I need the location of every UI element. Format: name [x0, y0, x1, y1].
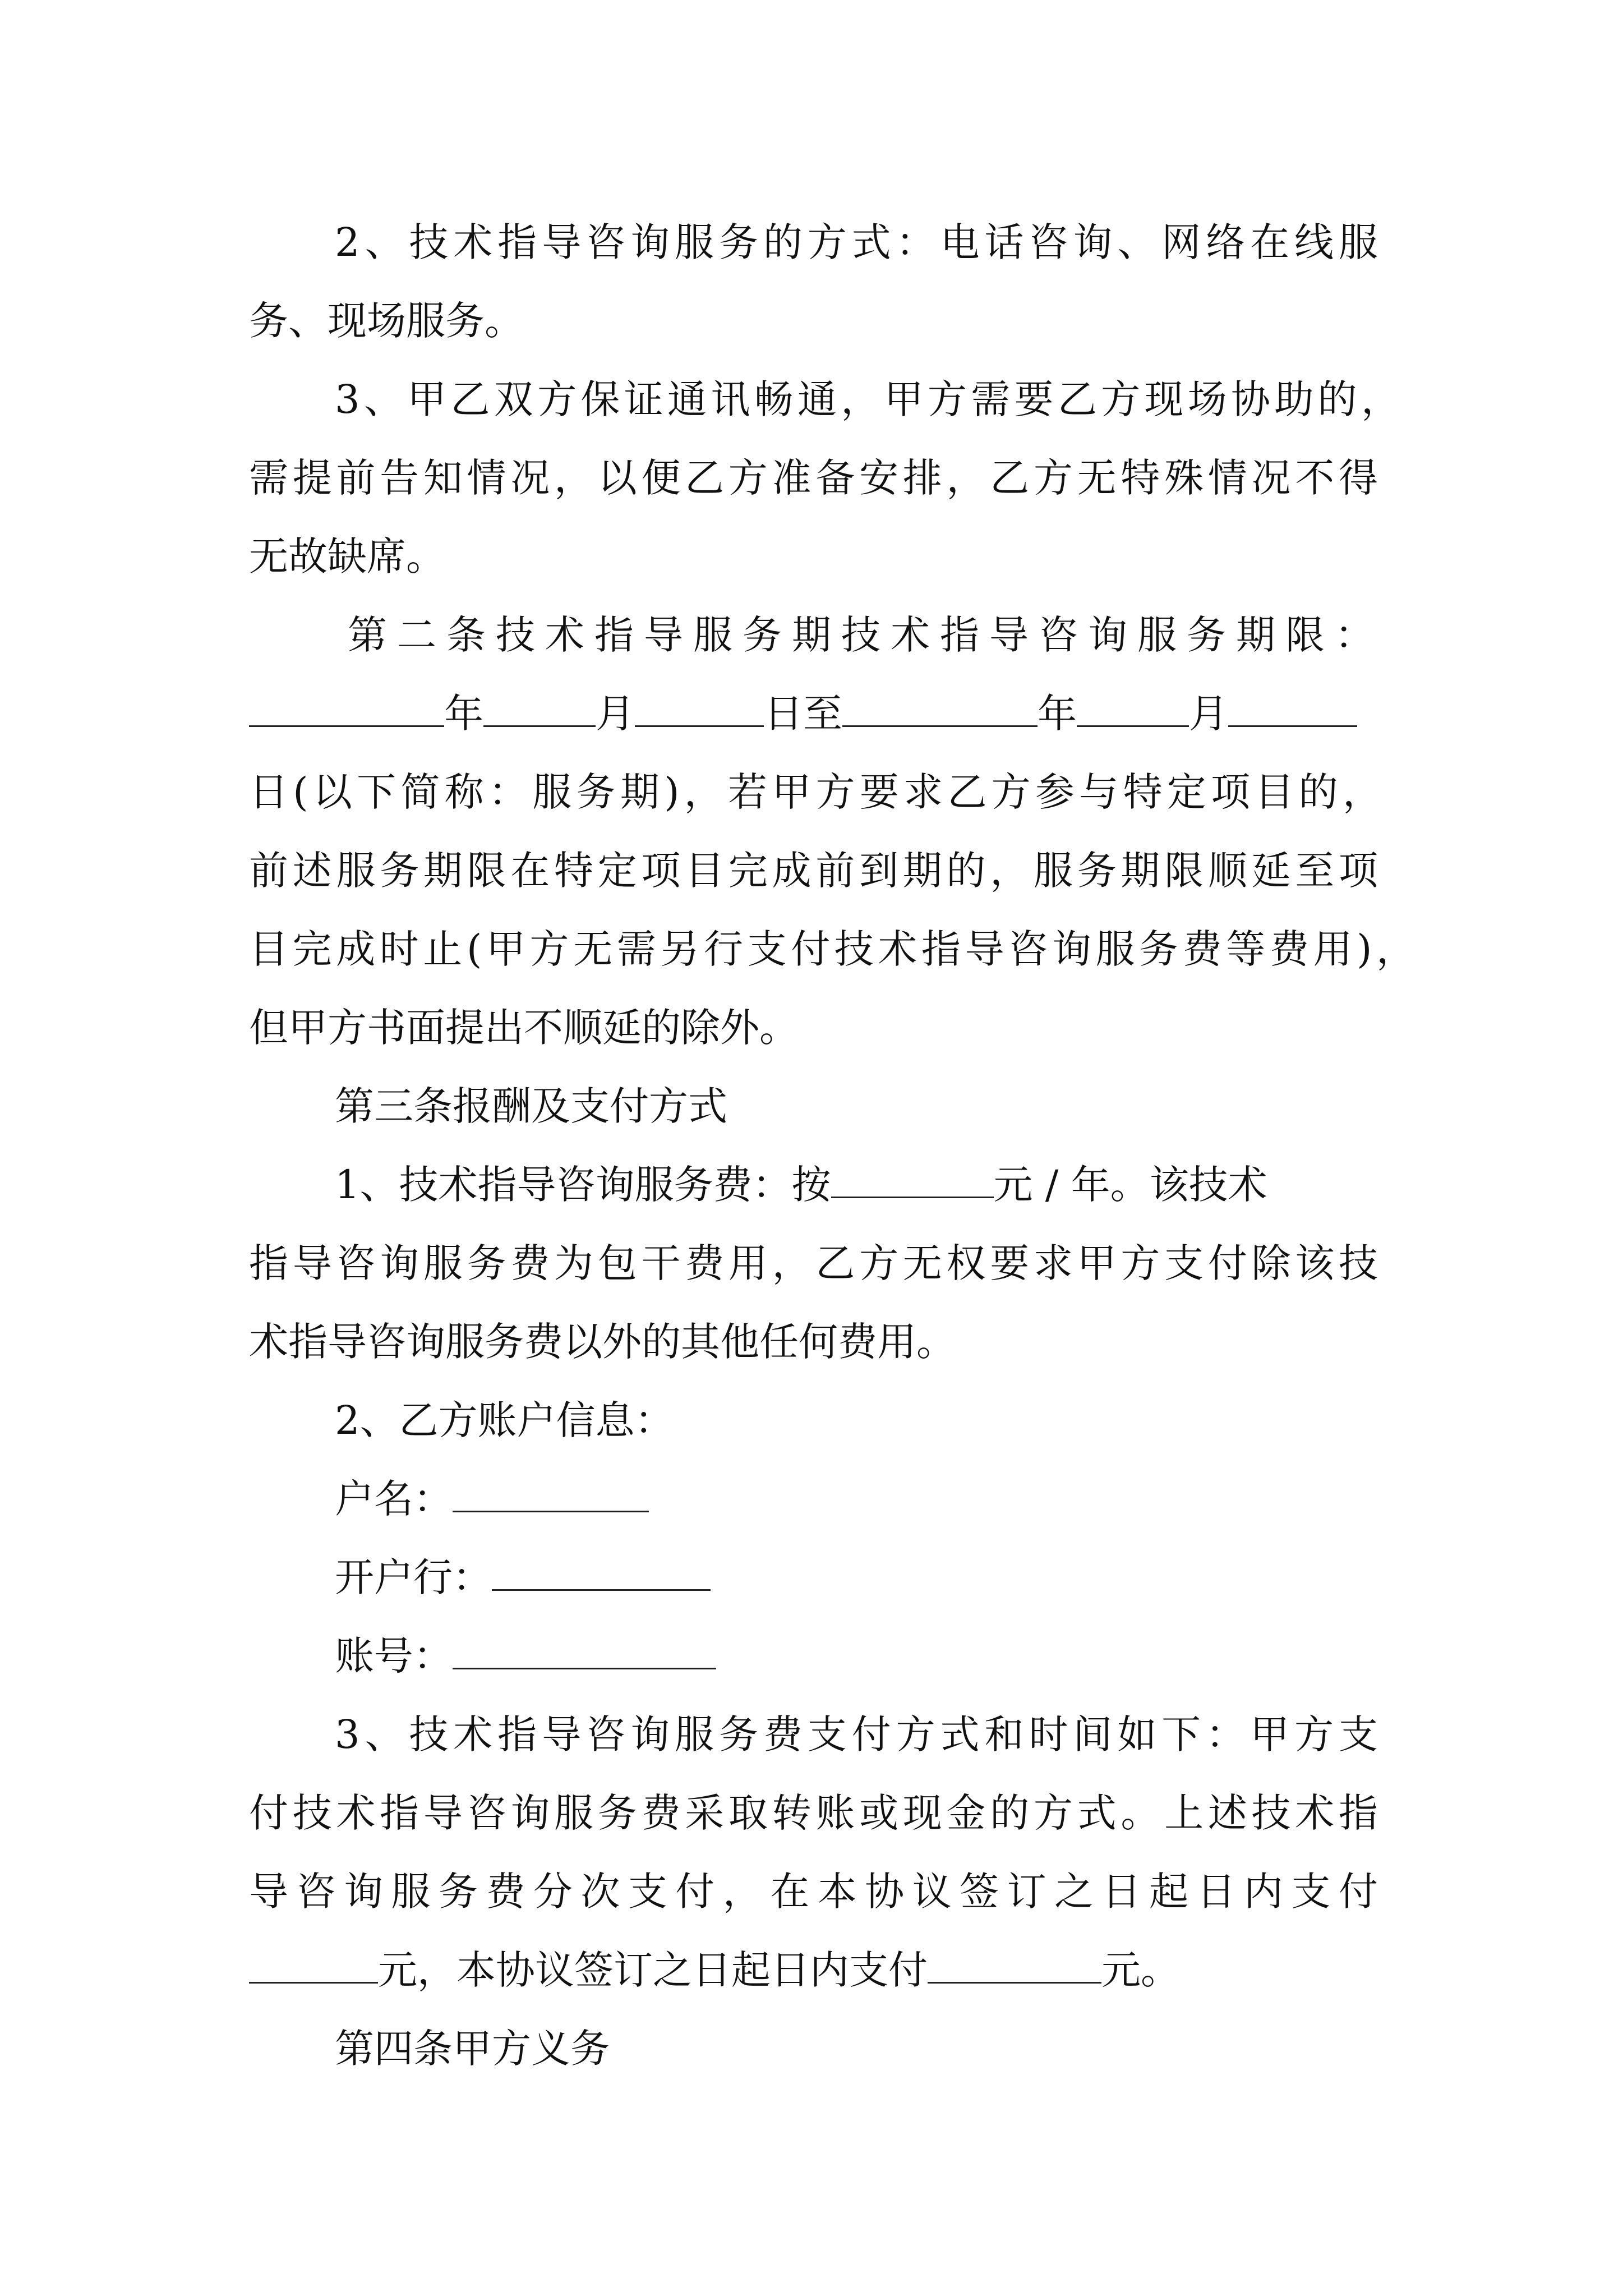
blank-field	[249, 1946, 378, 1984]
text-line: 但甲方书面提出不顺延的除外。	[249, 1005, 799, 1051]
text-line: 第三条报酬及支付方式	[335, 1083, 727, 1129]
text-line: 指导咨询服务费为包干费用，乙方无权要求甲方支付除该技	[249, 1240, 1378, 1286]
text-line: 2、乙方账户信息：	[335, 1397, 674, 1443]
text-line: 付技术指导咨询服务费采取转账或现金的方式。上述技术指	[249, 1790, 1378, 1836]
payment-amount-line	[249, 1943, 1180, 1997]
section-heading-line	[335, 2022, 610, 2076]
fee-line	[335, 1158, 1267, 1212]
account-number-line	[335, 1629, 716, 1683]
account-name-line	[335, 1472, 649, 1526]
blank-field	[483, 689, 596, 727]
paragraph-line	[249, 844, 1378, 898]
text-line: 目完成时止(甲方无需另行支付技术指导咨询服务费等费用)，	[249, 926, 1415, 972]
blank-field	[1077, 689, 1189, 727]
paragraph-line	[249, 1865, 1378, 1918]
section-heading-line	[335, 1079, 727, 1133]
paragraph-line	[249, 451, 1378, 505]
text-line: 3、技术指导咨询服务费支付方式和时间如下：甲方支	[335, 1711, 1378, 1757]
paragraph-line	[249, 530, 445, 583]
text-line: 日(以下简称：服务期)，若甲方要求乙方参与特定项目的，	[249, 769, 1382, 815]
paragraph-line	[249, 1315, 956, 1369]
text-line: 术指导咨询服务费以外的其他任何费用。	[249, 1319, 956, 1365]
text-line: 元 / 年。该技术	[993, 1162, 1267, 1208]
blank-field	[831, 1161, 994, 1198]
text-line: 2、技术指导咨询服务的方式：电话咨询、网络在线服	[335, 219, 1378, 265]
text-line: 导咨询服务费分次支付，在本协议签订之日起日内支付	[249, 1869, 1378, 1915]
paragraph-line	[335, 1393, 674, 1447]
text-line: 1、技术指导咨询服务费：按	[335, 1162, 831, 1208]
date-blank-line	[249, 687, 1357, 740]
bank-line	[335, 1550, 711, 1604]
date-label: 日至	[764, 691, 842, 737]
text-line: 务、现场服务。	[249, 298, 524, 344]
text-line: 元，本协议签订之日起日内支付	[378, 1947, 928, 1993]
field-label: 账号：	[335, 1633, 453, 1679]
text-line: 3、甲乙双方保证通讯畅通，甲方需要乙方现场协助的，	[335, 376, 1400, 422]
paragraph-line	[249, 1001, 799, 1055]
paragraph-line	[249, 1236, 1378, 1290]
blank-field	[1228, 689, 1357, 727]
blank-field	[492, 1553, 711, 1591]
text-line: 无故缺席。	[249, 533, 445, 579]
blank-field	[842, 689, 1038, 727]
blank-field	[635, 689, 764, 727]
paragraph-line	[249, 1786, 1378, 1840]
paragraph-line	[249, 294, 524, 348]
text-line: 元。	[1101, 1947, 1180, 1993]
text-line: 第二条技术指导服务期技术指导咨询服务期限：	[348, 612, 1374, 658]
date-label: 年	[444, 691, 483, 737]
date-label: 月	[596, 691, 635, 737]
paragraph-line	[335, 1708, 1378, 1761]
paragraph-line	[335, 215, 1378, 269]
section-heading-line	[348, 608, 1374, 662]
field-label: 开户行：	[335, 1554, 492, 1600]
date-label: 月	[1189, 691, 1228, 737]
field-label: 户名：	[335, 1476, 453, 1522]
blank-field	[453, 1632, 716, 1669]
blank-field	[249, 689, 444, 727]
paragraph-line	[249, 765, 1382, 819]
paragraph-line	[335, 372, 1400, 426]
blank-field	[453, 1475, 649, 1512]
text-line: 前述服务期限在特定项目完成前到期的，服务期限顺延至项	[249, 848, 1378, 894]
text-line: 第四条甲方义务	[335, 2026, 610, 2072]
date-label: 年	[1038, 691, 1077, 737]
blank-field	[928, 1946, 1101, 1984]
paragraph-line	[249, 922, 1415, 976]
text-line: 需提前告知情况，以便乙方准备安排，乙方无特殊情况不得	[249, 455, 1378, 501]
